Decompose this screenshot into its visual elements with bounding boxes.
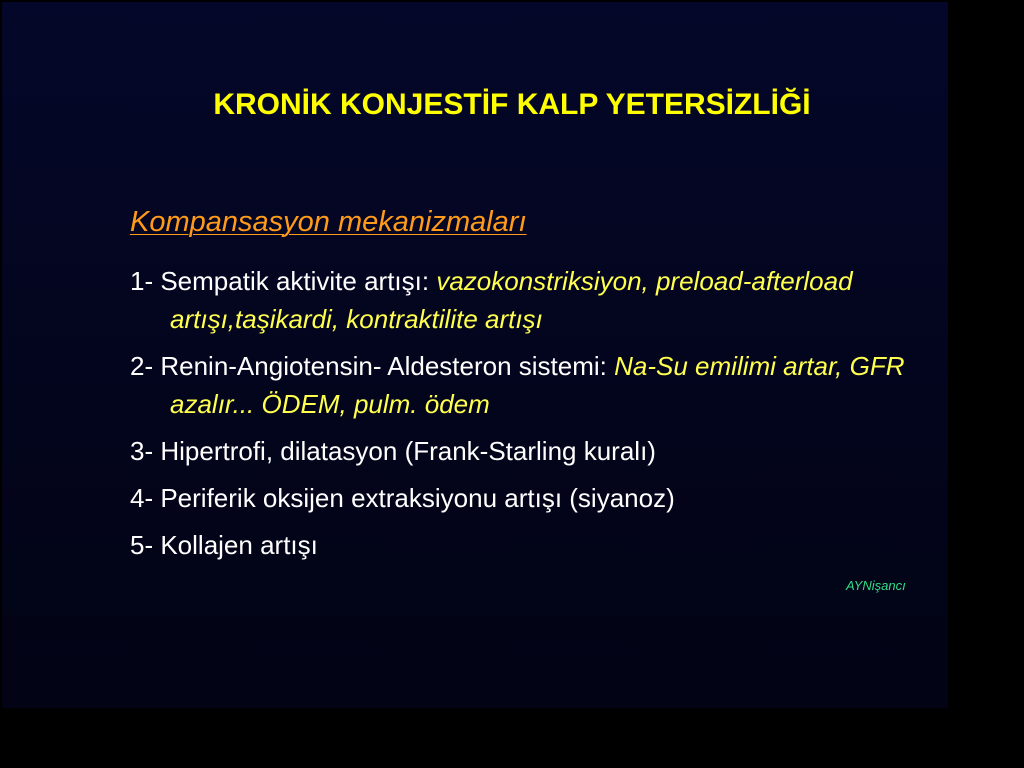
list-item [130,479,990,517]
list-item-text: Hipertrofi, dilatasyon (Frank-Starling kuralı) [160,436,656,466]
list-item-number: 3- [130,436,161,466]
slide-subtitle: Kompansasyon mekanizmaları [130,206,527,238]
list-item-emphasis: vazokonstriksiyon, preload-afterload artışı,taşikardi, kontraktilite artışı [170,266,853,334]
slide-title: KRONİK KONJESTİF KALP YETERSİZLİĞİ [213,88,811,121]
list-item-number: 5- [130,530,161,560]
list-item [130,432,990,470]
list-item-number: 2- [130,351,161,381]
list-item-text: Kollajen artışı [160,530,318,560]
list-item-emphasis: Na-Su emilimi artar, GFR azalır... ÖDEM, pulm. ödem [170,351,905,419]
list-item-number: 1- [130,266,161,296]
list-item-text: Renin-Angiotensin- Aldesteron sistemi: [160,351,615,381]
mechanism-list [130,262,990,573]
list-item [130,526,990,564]
list-item-text: Sempatik aktivite artışı: [160,266,437,296]
list-item-number: 4- [130,483,161,513]
author-credit: AYNişancı [846,578,906,593]
list-item [130,347,990,423]
list-item-text: Periferik oksijen extraksiyonu artışı (siyanoz) [160,483,675,513]
list-item [130,262,990,338]
